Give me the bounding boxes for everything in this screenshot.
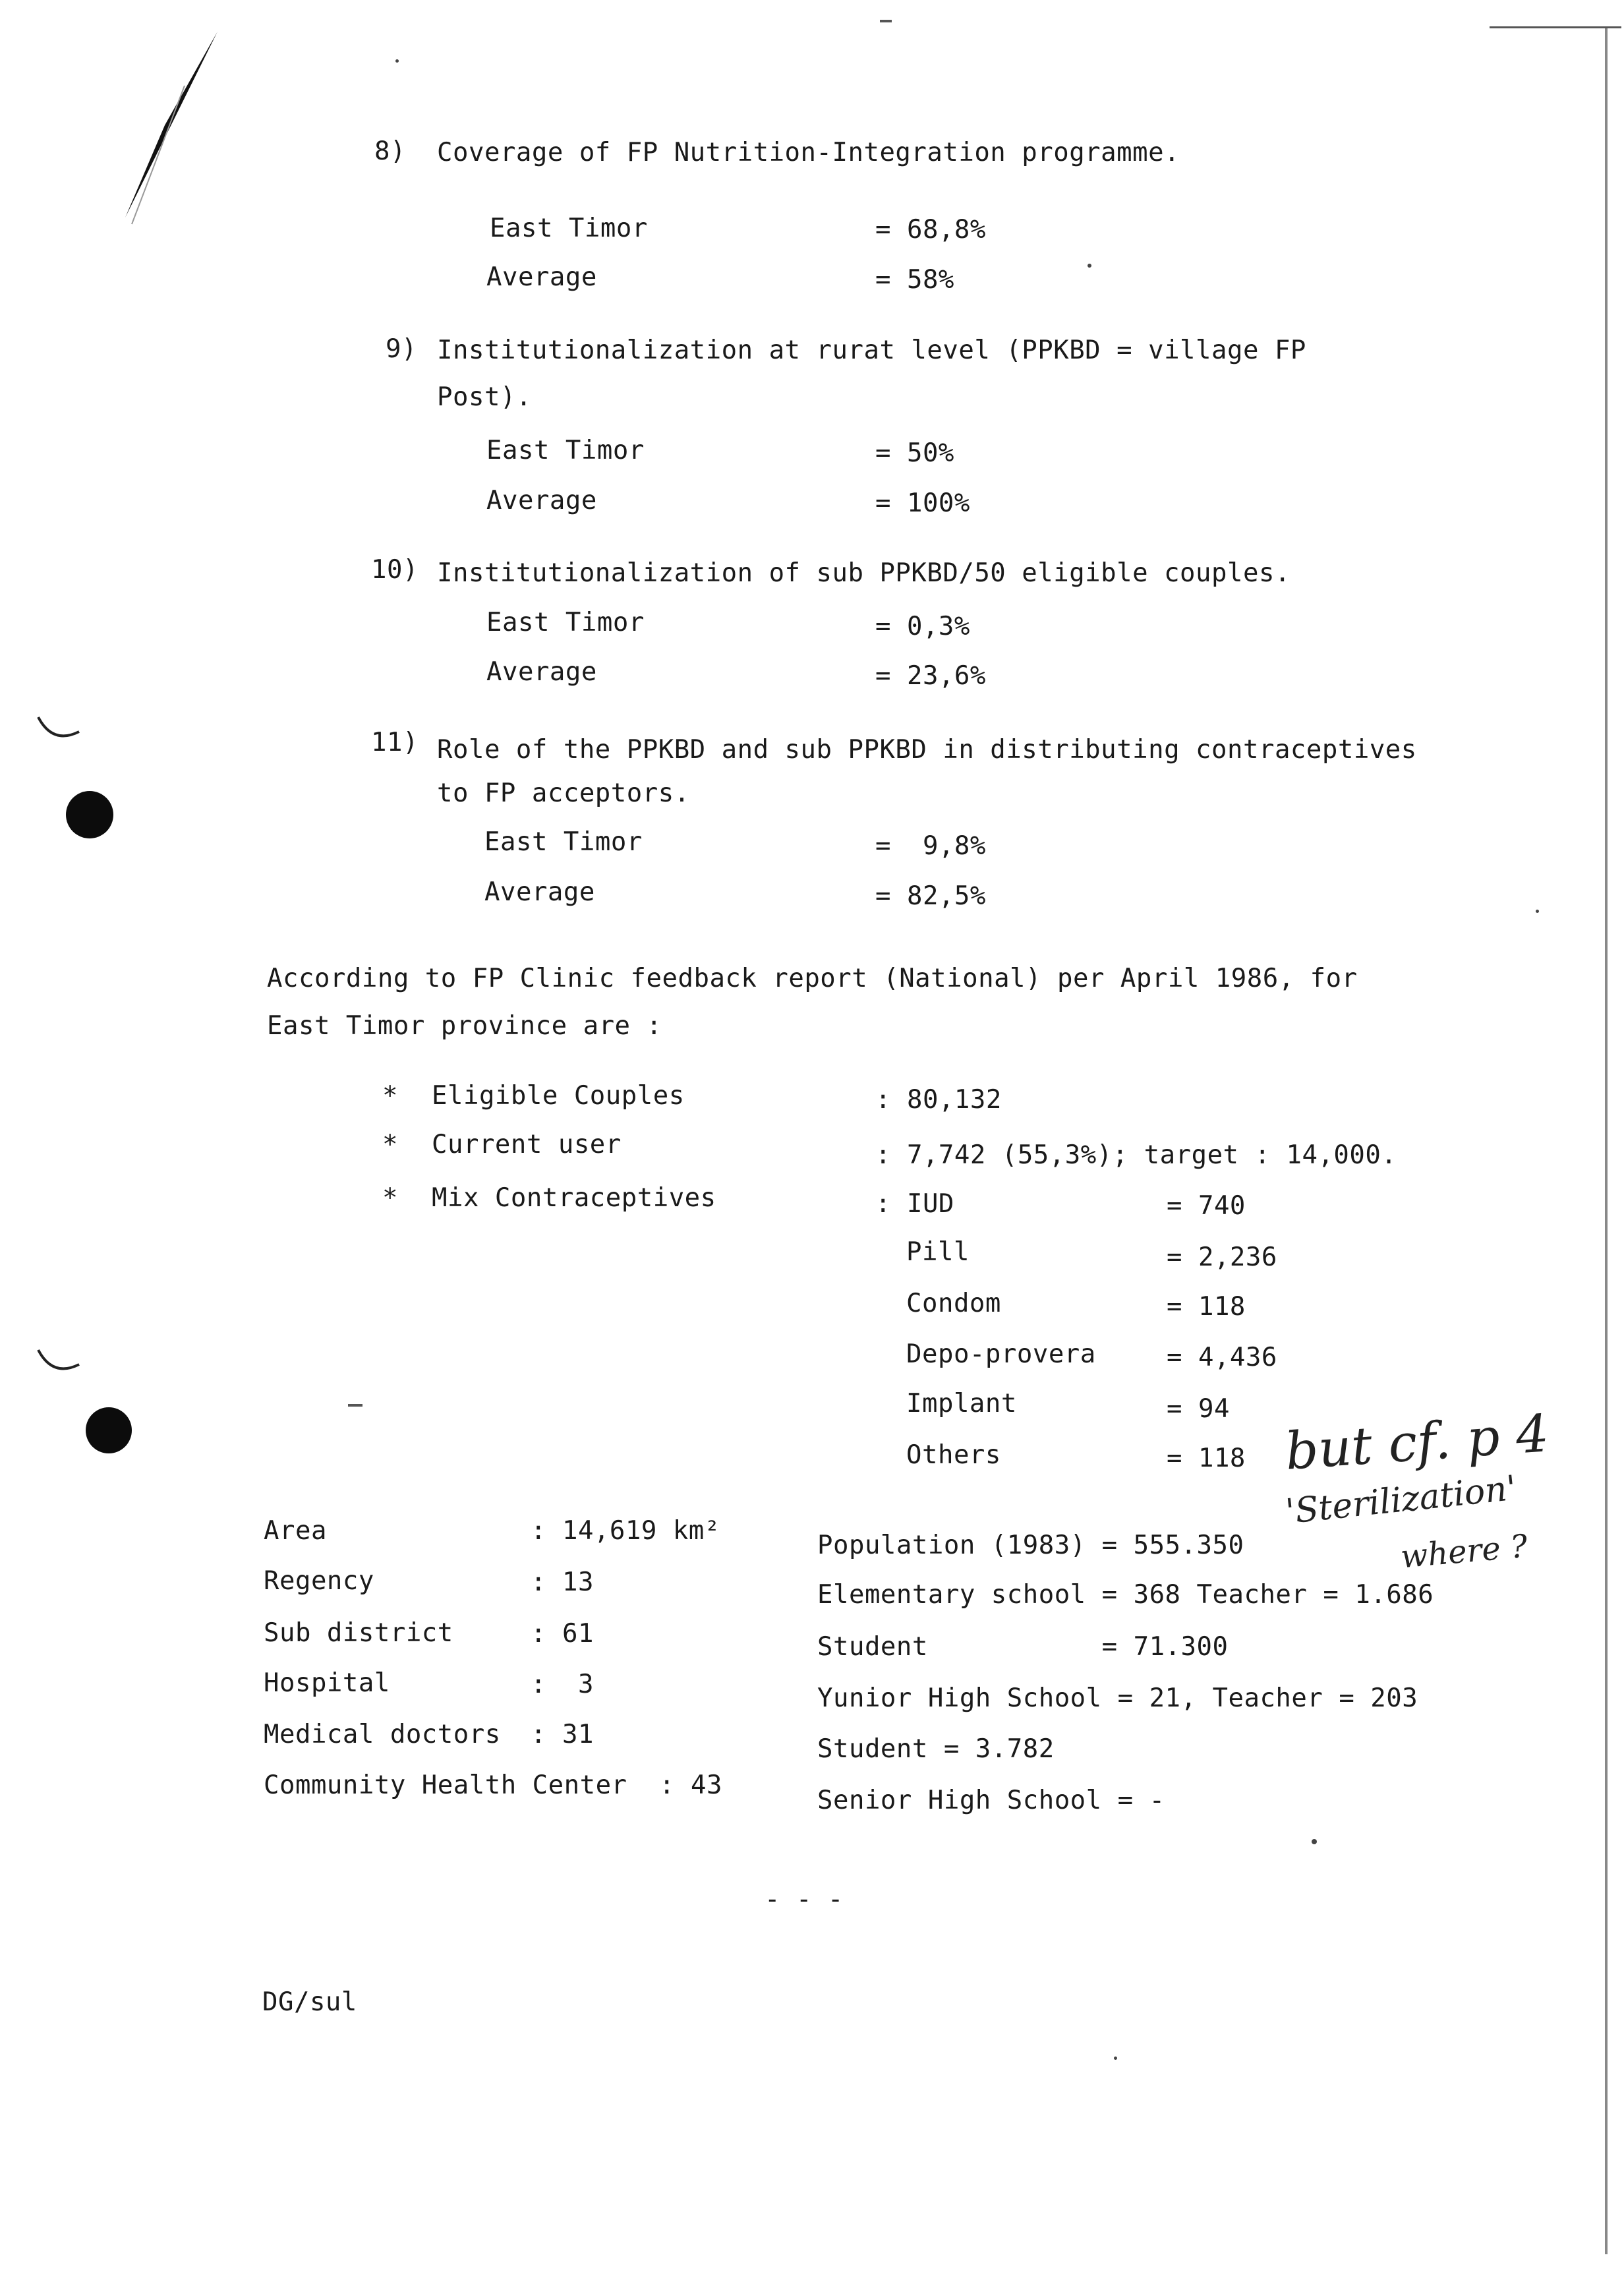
item-9-title: Institutionalization at rurat level (PPKBD = village FP <box>437 336 1306 365</box>
junior-high-student-stat: Student = 3.782 <box>817 1734 1055 1764</box>
regency-label: Regency <box>264 1566 374 1596</box>
scan-speck <box>1088 264 1091 268</box>
eligible-couples-label: Eligible Couples <box>432 1081 685 1111</box>
item-10-average-label: Average <box>486 657 597 687</box>
item-9-average-label: Average <box>486 486 597 515</box>
item-11-number: 11) <box>371 728 419 757</box>
item-8-east-timor-value: = 68,8% <box>875 215 986 245</box>
area-value: : 14,619 km² <box>531 1516 720 1546</box>
item-11-average-label: Average <box>484 877 595 907</box>
item-10-number: 10) <box>371 555 419 585</box>
item-9-east-timor-value: = 50% <box>875 438 954 468</box>
depo-provera-label: Depo-provera <box>906 1339 1096 1369</box>
iud-value: = 740 <box>1167 1191 1246 1221</box>
item-11-east-timor-value: = 9,8% <box>875 831 986 861</box>
others-label: Others <box>906 1440 1001 1470</box>
hospital-label: Hospital <box>264 1668 390 1698</box>
bullet-star-current-user: * <box>382 1130 398 1159</box>
implant-label: Implant <box>906 1389 1017 1418</box>
handwritten-note-line-1: but cf. p 4 <box>1283 1404 1551 1482</box>
elementary-student-stat: Student = 71.300 <box>817 1632 1229 1662</box>
sub-district-label: Sub district <box>264 1618 453 1648</box>
hospital-value: : 3 <box>531 1670 594 1699</box>
item-11-title-cont: to FP acceptors. <box>437 778 690 808</box>
binder-punch-hole-lower <box>86 1407 132 1453</box>
scan-streak-mark <box>105 26 224 237</box>
scan-speck <box>1114 2057 1117 2060</box>
medical-doctors-label: Medical doctors <box>264 1720 501 1749</box>
depo-provera-value: = 4,436 <box>1167 1343 1277 1372</box>
page-edge-line <box>1605 26 1608 2254</box>
item-8-number: 8) <box>374 136 406 166</box>
eligible-couples-value: : 80,132 <box>875 1085 1002 1115</box>
handwritten-note-line-2: 'Sterilization' <box>1283 1468 1519 1533</box>
item-10-title: Institutionalization of sub PPKBD/50 eligible couples. <box>437 558 1290 588</box>
binder-hole-arc-upper <box>33 712 86 751</box>
area-label: Area <box>264 1516 327 1546</box>
others-value: = 118 <box>1167 1444 1246 1473</box>
item-9-title-cont: Post). <box>437 382 532 412</box>
top-dash <box>880 20 892 22</box>
medical-doctors-value: : 31 <box>531 1720 594 1749</box>
item-11-title: Role of the PPKBD and sub PPKBD in distributing contraceptives <box>437 735 1417 765</box>
item-10-average-value: = 23,6% <box>875 661 986 691</box>
elementary-school-stat: Elementary school = 368 Teacher = 1.686 <box>817 1580 1434 1610</box>
mix-contraceptives-label: Mix Contraceptives <box>432 1183 716 1213</box>
item-9-average-value: = 100% <box>875 488 970 518</box>
current-user-value: : 7,742 (55,3%); target : 14,000. <box>875 1140 1397 1170</box>
mix-contraceptives-first: : IUD <box>875 1189 954 1219</box>
item-10-east-timor-label: East Timor <box>486 608 645 637</box>
current-user-label: Current user <box>432 1130 622 1159</box>
item-11-average-value: = 82,5% <box>875 881 986 911</box>
condom-value: = 118 <box>1167 1292 1246 1322</box>
item-8-title: Coverage of FP Nutrition-Integration programme. <box>437 138 1180 167</box>
pill-value: = 2,236 <box>1167 1242 1277 1272</box>
item-10-east-timor-value: = 0,3% <box>875 612 970 641</box>
report-intro-line-1: According to FP Clinic feedback report (National) per April 1986, for <box>267 964 1358 993</box>
scan-speck <box>1536 910 1539 913</box>
sub-district-value: : 61 <box>531 1619 594 1649</box>
junior-high-school-stat: Yunior High School = 21, Teacher = 203 <box>817 1683 1418 1713</box>
item-8-average-label: Average <box>486 262 597 292</box>
top-edge-line <box>1490 26 1621 28</box>
item-9-number: 9) <box>386 334 417 364</box>
pill-label: Pill <box>906 1237 970 1267</box>
condom-label: Condom <box>906 1289 1001 1318</box>
bullet-star-eligible: * <box>382 1081 398 1111</box>
regency-value: : 13 <box>531 1567 594 1597</box>
bullet-star-mix: * <box>382 1183 398 1213</box>
item-8-average-value: = 58% <box>875 265 954 295</box>
item-8-east-timor-label: East Timor <box>490 214 648 243</box>
scan-speck <box>1312 1839 1317 1844</box>
population-stat: Population (1983) = 555.350 <box>817 1531 1244 1560</box>
senior-high-school-stat: Senior High School = - <box>817 1786 1165 1815</box>
binder-hole-arc-lower <box>33 1345 86 1384</box>
handwritten-note-line-3: where ? <box>1399 1527 1529 1576</box>
typist-initials: DG/sul <box>262 1987 357 2017</box>
implant-value: = 94 <box>1167 1394 1230 1424</box>
section-end-dashes: - - - <box>765 1884 844 1914</box>
binder-punch-hole-upper <box>66 791 113 838</box>
item-9-east-timor-label: East Timor <box>486 436 645 465</box>
community-health-center-label: Community Health Center <box>264 1770 627 1800</box>
report-intro-line-2: East Timor province are : <box>267 1011 662 1041</box>
left-dash <box>348 1404 362 1407</box>
item-11-east-timor-label: East Timor <box>484 827 643 857</box>
scan-speck <box>395 59 399 63</box>
community-health-center-value: : 43 <box>659 1770 722 1800</box>
